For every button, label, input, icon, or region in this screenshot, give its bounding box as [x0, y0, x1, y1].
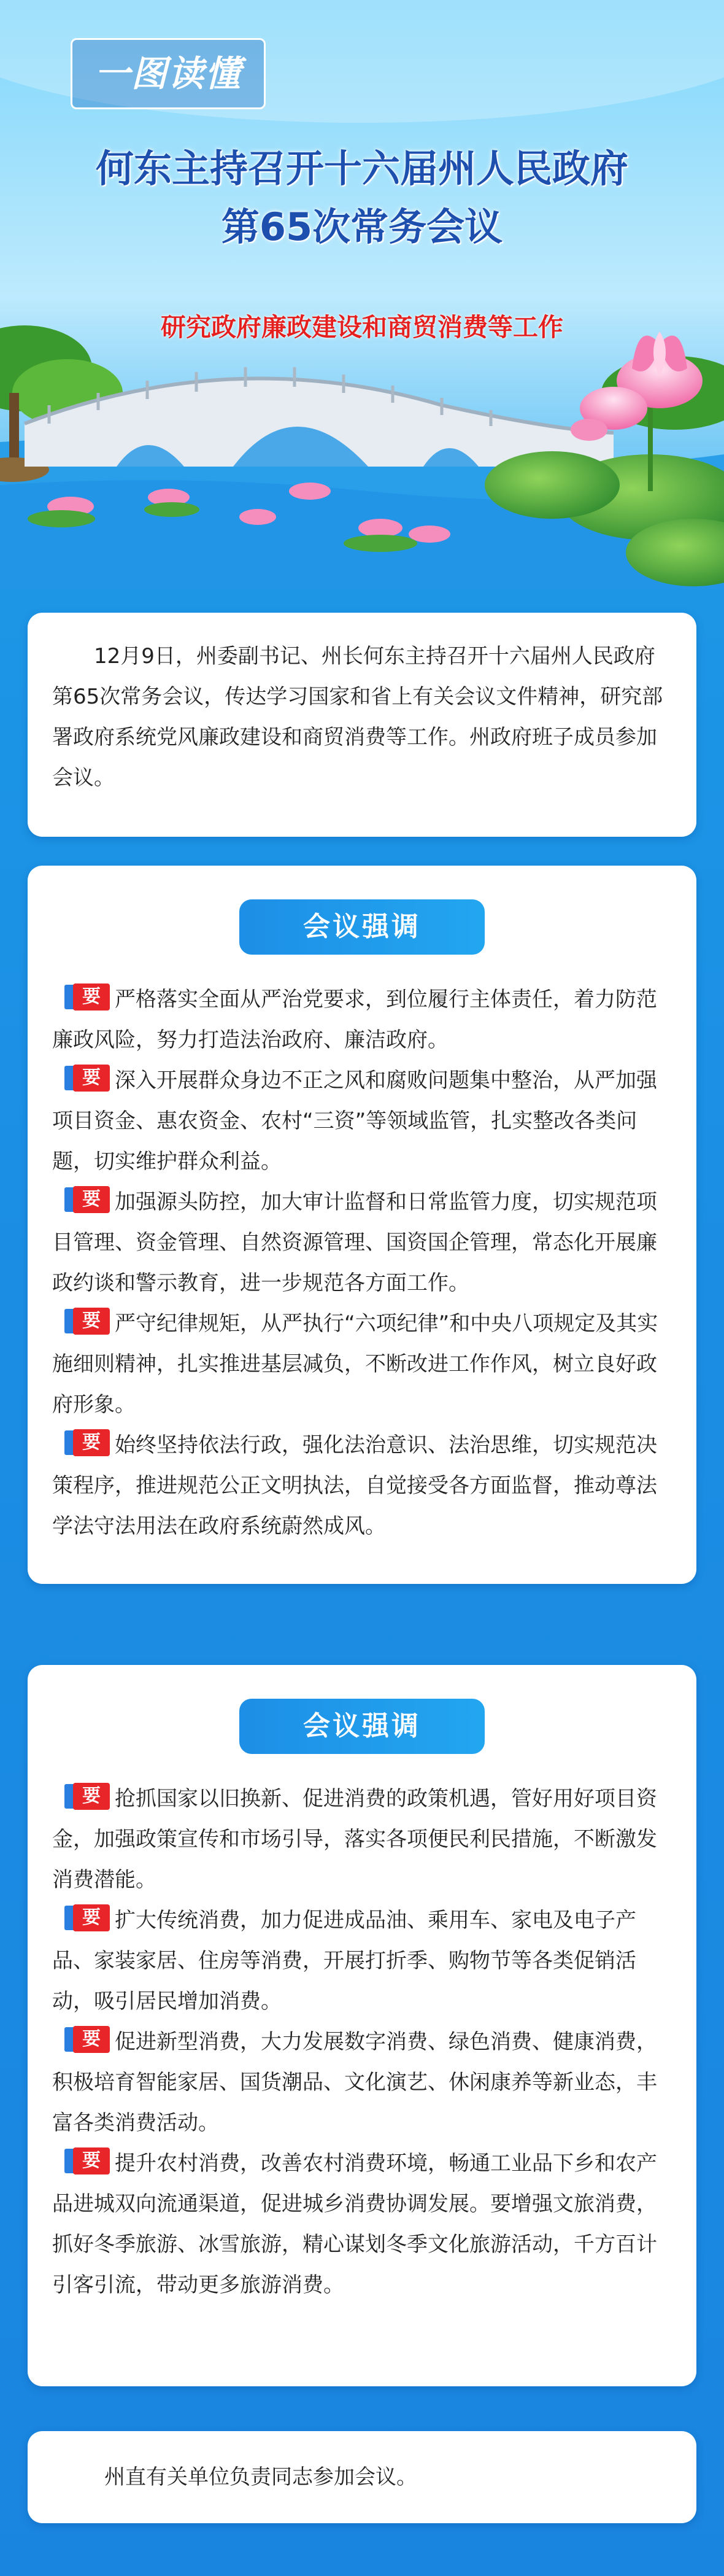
list-item	[52, 979, 672, 1060]
yao-badge-icon: 要	[64, 2147, 112, 2174]
list-item	[52, 1060, 672, 1182]
list-item-text: 提升农村消费，改善农村消费环境，畅通工业品下乡和农产品进城双向流通渠道，促进城乡消费协调发展。要增强文旅消费，抓好冬季旅游、冰雪旅游，精心谋划冬季文化旅游活动，千方百计引客引流，带动更多旅游消费。	[52, 2151, 657, 2297]
list-item	[52, 1182, 672, 1303]
list-item-text: 深入开展群众身边不正之风和腐败问题集中整治，从严加强项目资金、惠农资金、农村“三资”等领域监管，扎实整改各类问题，切实维护群众利益。	[52, 1068, 657, 1174]
page-title-line1: 何东主持召开十六届州人民政府	[95, 146, 628, 191]
yao-badge-icon: 要	[64, 1308, 112, 1335]
closing-card	[28, 2431, 696, 2523]
yao-badge-icon: 要	[64, 1186, 112, 1213]
brand-badge: 一图读懂	[71, 38, 266, 109]
list-item	[52, 1779, 672, 1900]
intro-card	[28, 613, 696, 837]
list-item-text: 促进新型消费，大力发展数字消费、绿色消费、健康消费，积极培育智能家居、国货潮品、文化演艺、休闲康养等新业态，丰富各类消费活动。	[52, 2030, 657, 2135]
yao-badge-icon: 要	[64, 2026, 112, 2053]
page-title-line2: 第65次常务会议	[221, 204, 503, 249]
list-item-text: 严守纪律规矩，从严执行“六项纪律”和中央八项规定及其实施细则精神，扎实推进基层减负，不断改进工作作风，树立良好政府形象。	[52, 1311, 658, 1417]
yao-badge-icon: 要	[64, 1904, 112, 1931]
yao-badge-icon: 要	[64, 1065, 112, 1092]
closing-text: 州直有关单位负责同志参加会议。	[104, 2465, 417, 2489]
section-card-integrity	[28, 866, 696, 1584]
intro-text: 12月9日，州委副书记、州长何东主持召开十六届州人民政府第65次常务会议，传达学习国家和省上有关会议文件精神，研究部署政府系统党风廉政建设和商贸消费等工作。州政府班子成员参加会议。	[52, 644, 663, 790]
list-item	[52, 1900, 672, 2022]
section-card-consumption	[28, 1665, 696, 2386]
list-item-text: 加强源头防控，加大审计监督和日常监管力度，切实规范项目管理、资金管理、自然资源管理、国资国企管理，常态化开展廉政约谈和警示教育，进一步规范各方面工作。	[52, 1190, 657, 1295]
list-item-text: 始终坚持依法行政，强化法治意识、法治思维，切实规范决策程序，推进规范公正文明执法，自觉接受各方面监督，推动尊法学法守法用法在政府系统蔚然成风。	[52, 1433, 657, 1538]
yao-badge-icon: 要	[64, 983, 112, 1011]
section-list	[52, 979, 672, 1546]
list-item	[52, 1425, 672, 1546]
yao-badge-icon: 要	[64, 1783, 112, 1810]
section-list	[52, 1779, 672, 2305]
yao-badge-icon: 要	[64, 1429, 112, 1456]
list-item	[52, 2143, 672, 2305]
list-item	[52, 1303, 672, 1425]
section-heading: 会议强调	[239, 899, 485, 955]
section-heading: 会议强调	[239, 1699, 485, 1754]
list-item-text: 扩大传统消费，加力促进成品油、乘用车、家电及电子产品、家装家居、住房等消费，开展打折季、购物节等各类促销活动，吸引居民增加消费。	[52, 1908, 636, 2014]
page-subtitle: 研究政府廉政建设和商贸消费等工作	[161, 312, 563, 342]
list-item-text: 抢抓国家以旧换新、促进消费的政策机遇，管好用好项目资金，加强政策宣传和市场引导，落实各项便民利民措施，不断激发消费潜能。	[52, 1787, 657, 1892]
list-item	[52, 2022, 672, 2143]
hero-banner	[0, 0, 724, 589]
list-item-text: 严格落实全面从严治党要求，到位履行主体责任，着力防范廉政风险，努力打造法治政府、廉洁政府。	[52, 987, 657, 1052]
